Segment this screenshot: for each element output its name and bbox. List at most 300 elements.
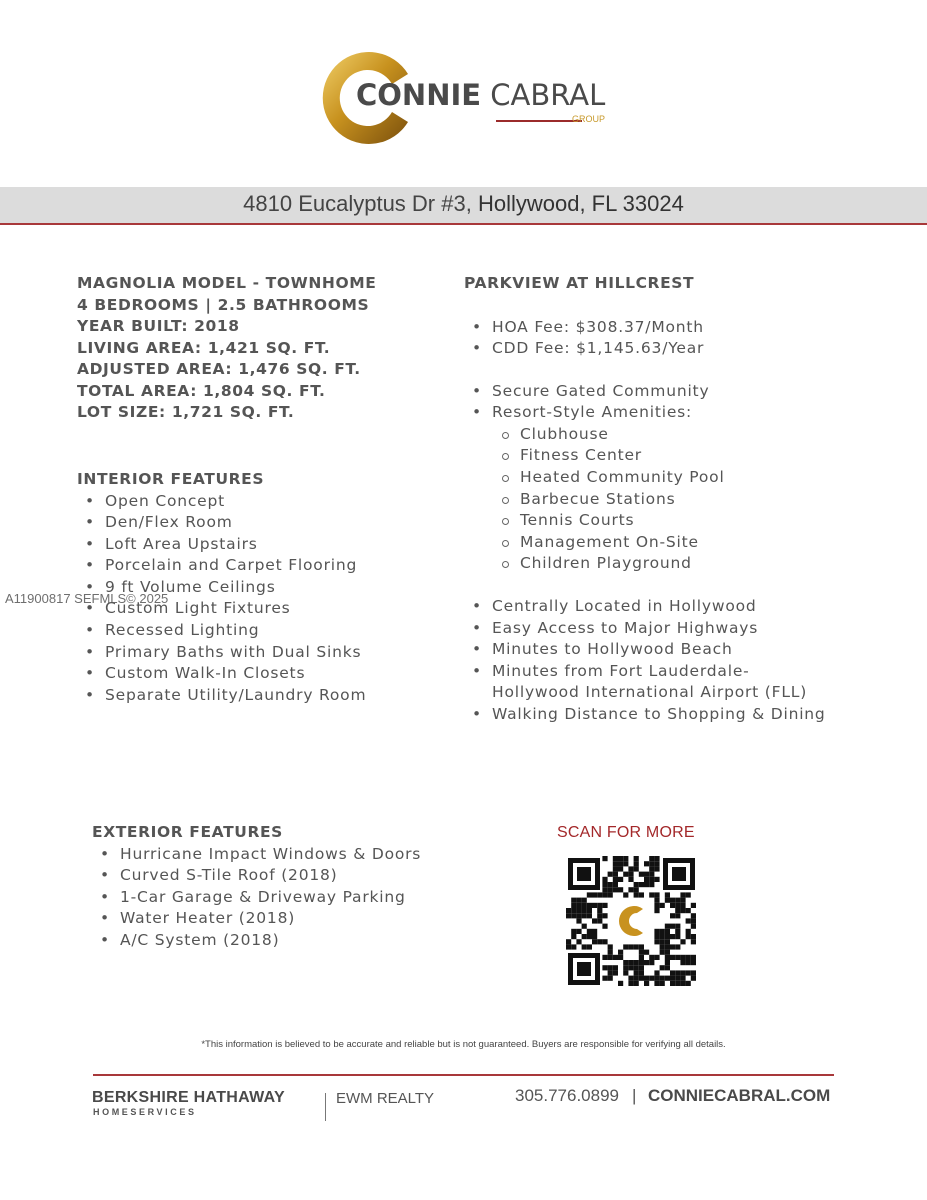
qr-module (628, 981, 633, 986)
qr-module (602, 882, 607, 887)
list-item: • Secure Gated Community (464, 381, 884, 403)
qr-module (618, 887, 623, 892)
qr-module (686, 908, 691, 913)
qr-module (613, 877, 618, 882)
qr-module (691, 903, 696, 908)
qr-module (566, 908, 571, 913)
footer-separator: | (632, 1086, 637, 1105)
qr-module (602, 892, 607, 897)
qr-module (654, 903, 659, 908)
list-item: • Resort-Style Amenities: (464, 402, 884, 424)
qr-module (644, 950, 649, 955)
qr-module (660, 950, 665, 955)
address-street: 4810 Eucalyptus Dr #3, (243, 191, 472, 216)
qr-module (634, 892, 639, 897)
list-item: • Easy Access to Major Highways (464, 618, 884, 640)
qr-module (691, 955, 696, 960)
qr-module (644, 861, 649, 866)
qr-module (654, 939, 659, 944)
exterior-features (92, 822, 492, 951)
qr-module (576, 908, 581, 913)
qr-module (634, 856, 639, 861)
qr-module (602, 939, 607, 944)
brand-first-name: CONNIE (356, 78, 482, 112)
qr-module (623, 970, 628, 975)
qr-module (592, 918, 597, 923)
qr-module (680, 955, 685, 960)
list-item: • 9 ft Volume Ceilings (77, 577, 457, 599)
qr-module (639, 970, 644, 975)
qr-module (576, 913, 581, 918)
qr-module (639, 960, 644, 965)
qr-module (582, 898, 587, 903)
interior-heading: INTERIOR FEATURES (77, 470, 265, 488)
qr-module (649, 882, 654, 887)
qr-module (686, 929, 691, 934)
qr-module (587, 929, 592, 934)
qr-module (675, 903, 680, 908)
qr-module (654, 970, 659, 975)
website-link[interactable]: CONNIECABRAL.COM (648, 1086, 831, 1105)
qr-module (654, 856, 659, 861)
qr-module (665, 934, 670, 939)
qr-module (618, 955, 623, 960)
qr-module (623, 965, 628, 970)
spec-year-built: YEAR BUILT: 2018 (77, 317, 240, 335)
brand-group: GROUP (572, 114, 606, 124)
community-features (464, 273, 884, 726)
qr-module (576, 903, 581, 908)
qr-module (665, 898, 670, 903)
sub-list-item: Fitness Center (464, 445, 884, 467)
qr-module (597, 908, 602, 913)
brokerage-name: EWM REALTY (336, 1090, 435, 1107)
qr-module (608, 944, 613, 949)
sub-list-item: Clubhouse (464, 424, 884, 446)
footer-divider (93, 1074, 834, 1076)
qr-module (691, 934, 696, 939)
qr-module (665, 960, 670, 965)
qr-module (571, 913, 576, 918)
brand-last-name: CABRAL (490, 78, 606, 112)
qr-module (613, 970, 618, 975)
qr-module (686, 918, 691, 923)
qr-module (649, 976, 654, 981)
qr-module (691, 913, 696, 918)
qr-module (670, 944, 675, 949)
qr-code[interactable] (566, 856, 696, 986)
qr-module (592, 903, 597, 908)
qr-module (628, 872, 633, 877)
spec-total-area: TOTAL AREA: 1,804 SQ. FT. (77, 381, 326, 400)
qr-module (634, 944, 639, 949)
qr-module (623, 892, 628, 897)
qr-module (675, 955, 680, 960)
qr-module (602, 887, 607, 892)
qr-module (608, 965, 613, 970)
qr-module (675, 976, 680, 981)
qr-code-image (566, 856, 696, 986)
qr-module (571, 908, 576, 913)
qr-module (670, 898, 675, 903)
qr-module (602, 924, 607, 929)
qr-module (644, 872, 649, 877)
qr-module (665, 950, 670, 955)
qr-module (665, 955, 670, 960)
qr-module (686, 970, 691, 975)
community-heading: PARKVIEW AT HILLCREST (464, 274, 695, 292)
qr-module (649, 866, 654, 871)
qr-module (670, 955, 675, 960)
qr-module (691, 970, 696, 975)
qr-module (628, 866, 633, 871)
fee-list (464, 317, 884, 360)
broker-sub: HOMESERVICES (93, 1107, 197, 1117)
qr-module (670, 981, 675, 986)
qr-module (608, 976, 613, 981)
sub-list-item: Barbecue Stations (464, 489, 884, 511)
qr-module (608, 955, 613, 960)
qr-module (618, 950, 623, 955)
qr-module (644, 877, 649, 882)
qr-module (680, 960, 685, 965)
brand-name (356, 78, 605, 112)
qr-module (587, 908, 592, 913)
list-item: • Custom Walk-In Closets (77, 663, 457, 685)
qr-module (634, 976, 639, 981)
qr-module (665, 965, 670, 970)
qr-module (691, 924, 696, 929)
qr-module (670, 924, 675, 929)
qr-module (660, 903, 665, 908)
qr-module (618, 856, 623, 861)
interior-features (77, 469, 457, 706)
qr-module (654, 892, 659, 897)
qr-module (654, 929, 659, 934)
qr-module (654, 861, 659, 866)
qr-module (608, 882, 613, 887)
qr-module (587, 913, 592, 918)
list-item: • Curved S-Tile Roof (2018) (92, 865, 492, 887)
qr-module (592, 934, 597, 939)
list-item: • Centrally Located in Hollywood (464, 596, 884, 618)
qr-module (582, 944, 587, 949)
qr-module (576, 929, 581, 934)
qr-module (665, 924, 670, 929)
qr-module (680, 976, 685, 981)
list-item: • Primary Baths with Dual Sinks (77, 642, 457, 664)
qr-module (587, 944, 592, 949)
spec-beds-baths: 4 BEDROOMS | 2.5 BATHROOMS (77, 295, 370, 314)
qr-module (602, 903, 607, 908)
qr-module (649, 872, 654, 877)
qr-module (639, 892, 644, 897)
qr-module (628, 960, 633, 965)
list-item: • 1-Car Garage & Driveway Parking (92, 887, 492, 909)
qr-module (675, 970, 680, 975)
qr-module (634, 866, 639, 871)
qr-module (571, 929, 576, 934)
qr-module (623, 960, 628, 965)
qr-module (571, 934, 576, 939)
property-specs (77, 273, 457, 424)
qr-module (576, 918, 581, 923)
qr-module (623, 856, 628, 861)
qr-module (680, 939, 685, 944)
qr-module (592, 939, 597, 944)
qr-module (566, 944, 571, 949)
qr-module (602, 955, 607, 960)
qr-module (675, 934, 680, 939)
qr-module (634, 965, 639, 970)
qr-module (680, 970, 685, 975)
property-address (0, 191, 927, 217)
spec-model: MAGNOLIA MODEL - TOWNHOME (77, 274, 377, 292)
qr-module (649, 861, 654, 866)
qr-module (608, 970, 613, 975)
qr-module (686, 934, 691, 939)
qr-module (608, 950, 613, 955)
qr-module (566, 913, 571, 918)
qr-module (613, 872, 618, 877)
spec-adjusted-area: ADJUSTED AREA: 1,476 SQ. FT. (77, 360, 361, 378)
qr-module (649, 960, 654, 965)
qr-module (587, 934, 592, 939)
qr-module (634, 960, 639, 965)
qr-module (654, 976, 659, 981)
qr-module (649, 877, 654, 882)
list-item: • Water Heater (2018) (92, 908, 492, 930)
brand-logo (320, 46, 630, 150)
qr-module (576, 939, 581, 944)
qr-module (675, 908, 680, 913)
qr-module (654, 877, 659, 882)
qr-module (618, 981, 623, 986)
list-item: • A/C System (2018) (92, 930, 492, 952)
qr-module (587, 903, 592, 908)
qr-module (680, 898, 685, 903)
qr-module (582, 913, 587, 918)
list-item: • Hurricane Impact Windows & Doors (92, 844, 492, 866)
qr-module (670, 934, 675, 939)
qr-module (608, 892, 613, 897)
qr-module (634, 981, 639, 986)
qr-module (665, 929, 670, 934)
exterior-list (92, 844, 492, 952)
phone-number[interactable]: 305.776.0899 (515, 1086, 619, 1105)
qr-module (592, 892, 597, 897)
qr-module (602, 965, 607, 970)
qr-module (686, 955, 691, 960)
qr-module (691, 976, 696, 981)
qr-module (566, 939, 571, 944)
qr-module (618, 861, 623, 866)
qr-module (670, 913, 675, 918)
qr-module (628, 965, 633, 970)
qr-module (675, 913, 680, 918)
qr-module (592, 929, 597, 934)
broker-divider (325, 1093, 326, 1121)
scan-label: SCAN FOR MORE (557, 824, 695, 841)
exterior-heading: EXTERIOR FEATURES (92, 823, 283, 841)
qr-module (582, 908, 587, 913)
amenity-list (464, 381, 884, 424)
qr-module (665, 944, 670, 949)
address-bar (0, 187, 927, 225)
qr-module (623, 872, 628, 877)
list-item: • Porcelain and Carpet Flooring (77, 555, 457, 577)
qr-module (644, 882, 649, 887)
qr-module (691, 939, 696, 944)
qr-module (582, 924, 587, 929)
list-item: • Walking Distance to Shopping & Dining (464, 704, 884, 726)
sub-list-item: Tennis Courts (464, 510, 884, 532)
qr-module (613, 887, 618, 892)
qr-module (613, 866, 618, 871)
address-city: Hollywood, FL 33024 (477, 191, 684, 216)
broker-name: BERKSHIRE HATHAWAY (92, 1089, 285, 1106)
qr-module (665, 976, 670, 981)
qr-module (634, 970, 639, 975)
qr-module (670, 976, 675, 981)
qr-module (571, 903, 576, 908)
qr-module (660, 965, 665, 970)
qr-module (597, 918, 602, 923)
qr-module (639, 882, 644, 887)
qr-module (608, 887, 613, 892)
qr-module (613, 861, 618, 866)
qr-module (613, 882, 618, 887)
qr-module (639, 950, 644, 955)
qr-module (602, 877, 607, 882)
list-item: • Open Concept (77, 491, 457, 513)
qr-module (613, 965, 618, 970)
qr-module (582, 934, 587, 939)
list-item: • Minutes to Hollywood Beach (464, 639, 884, 661)
list-item: • Den/Flex Room (77, 512, 457, 534)
qr-module (686, 960, 691, 965)
qr-module (649, 955, 654, 960)
list-item: • CDD Fee: $1,145.63/Year (464, 338, 884, 360)
qr-module (680, 981, 685, 986)
list-item: • Loft Area Upstairs (77, 534, 457, 556)
qr-module (675, 929, 680, 934)
qr-module (639, 944, 644, 949)
qr-module (691, 960, 696, 965)
qr-module (675, 981, 680, 986)
qr-module (665, 939, 670, 944)
qr-module (608, 872, 613, 877)
qr-module (644, 960, 649, 965)
qr-module (680, 903, 685, 908)
qr-module (660, 944, 665, 949)
qr-module (670, 903, 675, 908)
qr-module (597, 939, 602, 944)
amenity-sublist (464, 424, 884, 575)
qr-module (660, 929, 665, 934)
qr-module (618, 866, 623, 871)
qr-module (602, 913, 607, 918)
qr-module (660, 981, 665, 986)
qr-module (618, 877, 623, 882)
qr-module (654, 866, 659, 871)
qr-module (628, 877, 633, 882)
qr-module (639, 965, 644, 970)
qr-module (628, 887, 633, 892)
qr-module (654, 981, 659, 986)
qr-module (634, 887, 639, 892)
qr-module (680, 908, 685, 913)
qr-module (634, 861, 639, 866)
qr-module (691, 918, 696, 923)
qr-module (639, 955, 644, 960)
qr-module (613, 955, 618, 960)
qr-module (649, 856, 654, 861)
disclaimer: *This information is believed to be accurate and reliable but is not guaranteed. Buyers are responsible for verifying all details. (201, 1039, 726, 1050)
qr-module (644, 981, 649, 986)
sub-list-item: Children Playground (464, 553, 884, 575)
qr-module (686, 892, 691, 897)
qr-module (675, 924, 680, 929)
list-item: • Custom Light Fixtures (77, 598, 457, 620)
list-item: • Recessed Lighting (77, 620, 457, 642)
sub-list-item: Heated Community Pool (464, 467, 884, 489)
list-item: • Separate Utility/Laundry Room (77, 685, 457, 707)
qr-module (660, 934, 665, 939)
qr-module (571, 944, 576, 949)
qr-module (602, 856, 607, 861)
qr-module (654, 934, 659, 939)
qr-module (623, 944, 628, 949)
qr-module (675, 944, 680, 949)
qr-module (686, 981, 691, 986)
list-item: • Minutes from Fort Lauderdale-Hollywood International Airport (FLL) (464, 661, 832, 704)
qr-module (582, 903, 587, 908)
sub-list-item: Management On-Site (464, 532, 884, 554)
qr-module (623, 861, 628, 866)
qr-module (660, 976, 665, 981)
qr-module (654, 898, 659, 903)
qr-module (680, 892, 685, 897)
qr-module (644, 976, 649, 981)
qr-module (654, 955, 659, 960)
qr-module (660, 939, 665, 944)
qr-module (670, 970, 675, 975)
qr-module (597, 903, 602, 908)
qr-module (634, 882, 639, 887)
qr-module (639, 872, 644, 877)
qr-module (675, 898, 680, 903)
qr-module (649, 892, 654, 897)
list-item: • HOA Fee: $308.37/Month (464, 317, 884, 339)
qr-module (628, 944, 633, 949)
qr-module (571, 898, 576, 903)
qr-module (576, 898, 581, 903)
brand-underline (496, 120, 582, 122)
qr-module (639, 976, 644, 981)
mls-watermark: A11900817 SEFMLS© 2025 (5, 591, 169, 606)
spec-living-area: LIVING AREA: 1,421 SQ. FT. (77, 338, 331, 357)
spec-lot-size: LOT SIZE: 1,721 SQ. FT. (77, 403, 295, 421)
qr-module (602, 976, 607, 981)
qr-module (597, 892, 602, 897)
qr-module (613, 856, 618, 861)
qr-module (654, 908, 659, 913)
qr-module (628, 976, 633, 981)
qr-module (587, 892, 592, 897)
location-list (464, 596, 884, 726)
qr-module (597, 913, 602, 918)
